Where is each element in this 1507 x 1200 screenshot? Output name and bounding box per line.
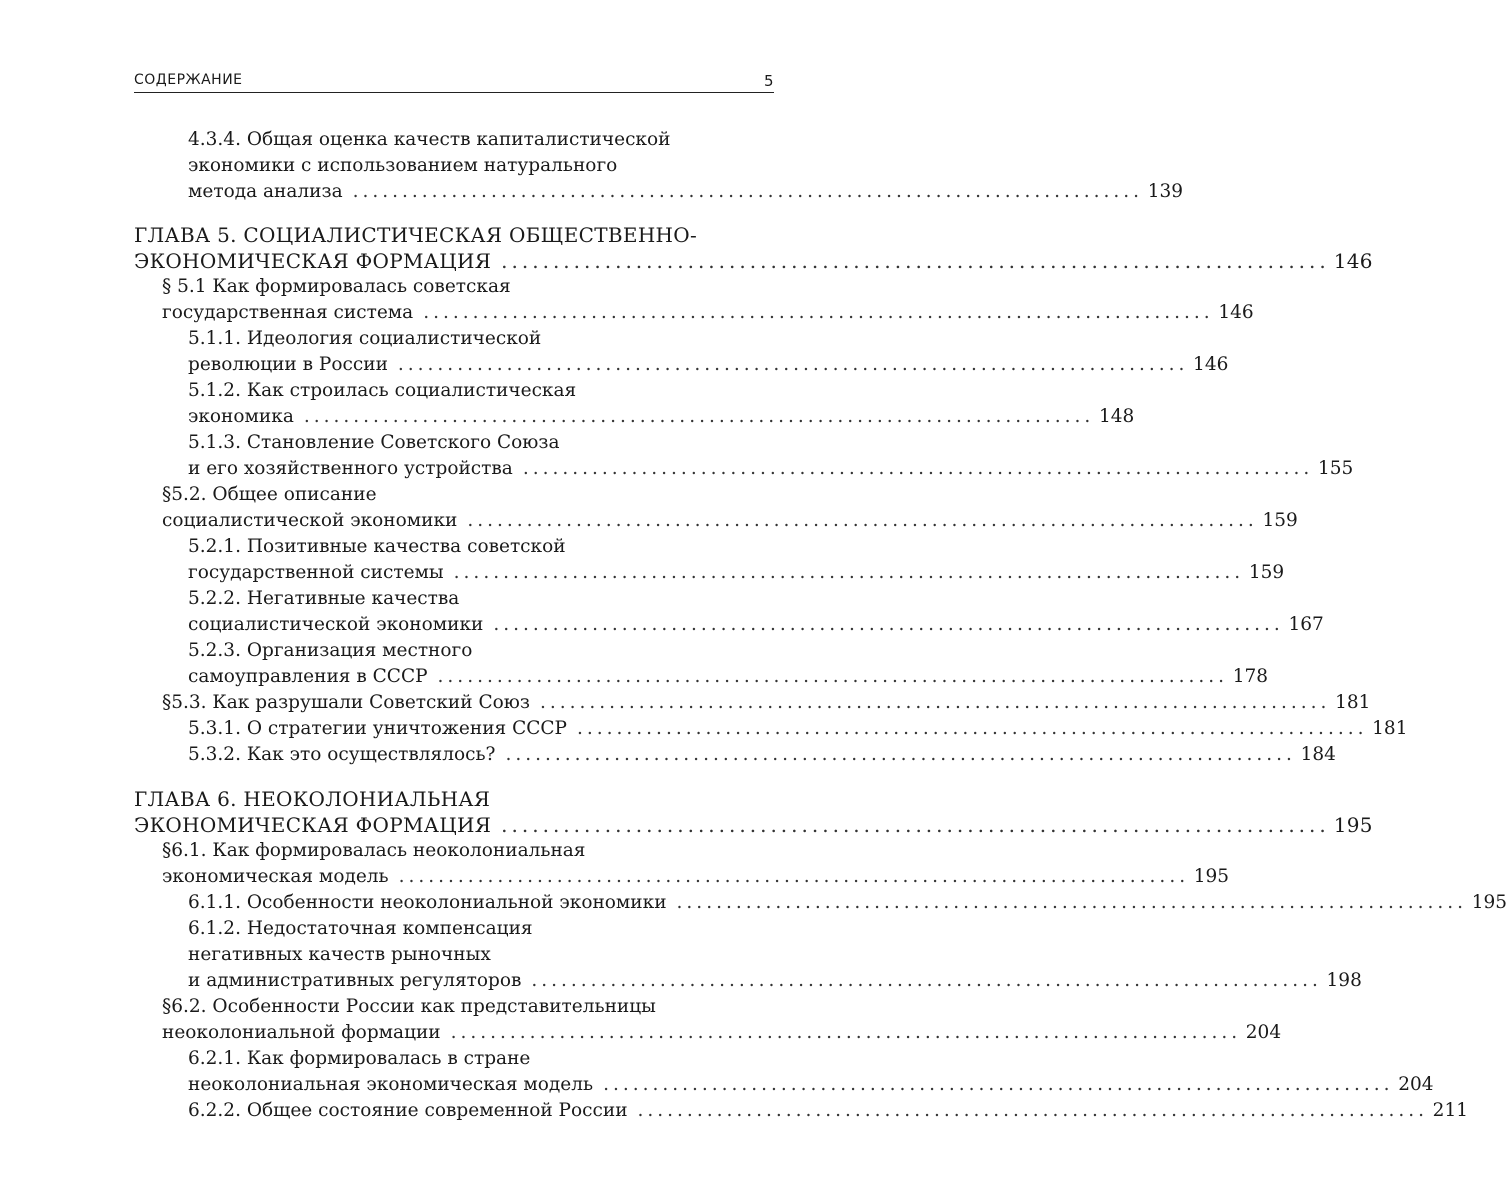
toc-page-number: 204 [1398, 1074, 1434, 1095]
toc-entry-last-line [134, 248, 1373, 274]
toc-entry-line: §6.2. Особенности России как представительницы [162, 996, 656, 1017]
toc-entry [188, 890, 1507, 916]
toc-entry-last-line [134, 812, 1373, 838]
toc-entry [188, 326, 1229, 378]
toc-entry-line: и его хозяйственного устройства [188, 458, 513, 479]
dot-leader: ................................................................................ [352, 181, 1144, 202]
dot-leader: ................................................................................ [453, 562, 1245, 583]
toc-page-number: 195 [1471, 892, 1507, 913]
toc-entry-line: §5.3. Как разрушали Советский Союз [162, 692, 530, 713]
header-page-number: 5 [763, 72, 774, 90]
toc-entry-line: метода анализа [188, 181, 343, 202]
toc-entry-last-line [188, 890, 1507, 916]
toc-entry [162, 690, 1371, 716]
toc-entry [188, 1046, 1434, 1098]
toc-entry-line: 5.2.2. Негативные качества [188, 588, 460, 609]
toc-entry-line: негативных качеств рыночных [188, 944, 491, 965]
toc-entry [188, 1098, 1468, 1124]
dot-leader: ................................................................................ [467, 510, 1258, 531]
toc-entry-last-line [188, 716, 1408, 742]
toc-entry-last-line [162, 1020, 1282, 1046]
toc-page-number: 146 [1193, 354, 1229, 375]
toc-entry-line: 6.1.1. Особенности неоколониальной экономики [188, 892, 667, 913]
toc-entry-line: государственная система [162, 302, 414, 323]
dot-leader: ................................................................................ [437, 666, 1228, 687]
dot-leader: ................................................................................ [303, 406, 1095, 427]
toc-entry-line: 6.2.2. Общее состояние современной России [188, 1100, 628, 1121]
toc-entry [188, 742, 1336, 768]
toc-page-number: 148 [1098, 406, 1135, 427]
toc-entry [162, 482, 1298, 534]
toc-entry-line: экономика [188, 406, 294, 427]
dot-leader: ................................................................................ [423, 302, 1214, 323]
toc-entry-last-line [188, 968, 1362, 994]
dot-leader: ................................................................................ [501, 813, 1330, 837]
toc-page-number: 195 [1333, 813, 1373, 837]
dot-leader: ................................................................................ [539, 692, 1331, 713]
toc-entry-last-line [162, 300, 1254, 326]
toc-entry-line: ГЛАВА 5. СОЦИАЛИСТИЧЕСКАЯ ОБЩЕСТВЕННО- [134, 223, 698, 247]
toc-entry-line: 5.1.1. Идеология социалистической [188, 328, 542, 349]
toc-entry [162, 274, 1254, 326]
toc-entry-line: ЭКОНОМИЧЕСКАЯ ФОРМАЦИЯ [134, 813, 492, 837]
toc-entry-line: § 5.1 Как формировалась советская [162, 276, 511, 297]
toc-entry [162, 838, 1230, 890]
dot-leader: ................................................................................ [577, 718, 1368, 739]
dot-leader: ................................................................................ [603, 1074, 1394, 1095]
toc-entry-line: 5.3.2. Как это осуществлялось? [188, 744, 496, 765]
toc-chapter-entry [134, 222, 1373, 274]
toc-entry [188, 638, 1268, 690]
toc-entry [188, 378, 1135, 430]
toc-entry-line: экономики с использованием натурального [188, 155, 618, 176]
toc-entry-line: 5.1.2. Как строилась социалистическая [188, 380, 577, 401]
toc-entry-last-line [188, 1072, 1434, 1098]
dot-leader: ................................................................................ [531, 970, 1322, 991]
toc-entry-last-line [188, 404, 1135, 430]
toc-entry-line: неоколониальной формации [162, 1022, 441, 1043]
toc-entry [188, 430, 1354, 482]
dot-leader: ................................................................................ [522, 458, 1314, 479]
toc-entry-last-line [188, 560, 1285, 586]
toc-entry-last-line [188, 742, 1336, 768]
dot-leader: ................................................................................ [450, 1022, 1242, 1043]
toc-entry-last-line [162, 864, 1230, 890]
toc-entry-line: 5.2.3. Организация местного [188, 640, 473, 661]
toc-page-number: 146 [1218, 302, 1254, 323]
toc-entry-line: §5.2. Общее описание [162, 484, 377, 505]
toc-entry-line: 4.3.4. Общая оценка качеств капиталистической [188, 129, 671, 150]
dot-leader: ................................................................................ [493, 614, 1284, 635]
toc-entry [188, 534, 1285, 586]
toc-entry-line: самоуправления в СССР [188, 666, 428, 687]
toc-page-number: 139 [1147, 181, 1184, 202]
toc-page-number: 146 [1333, 249, 1373, 273]
toc-entry-line: революции в России [188, 354, 388, 375]
dot-leader: ................................................................................ [501, 249, 1330, 273]
dot-leader: ................................................................................ [505, 744, 1296, 765]
toc-entry-last-line [188, 1098, 1468, 1124]
toc-entry-line: государственной системы [188, 562, 444, 583]
toc-page-number: 204 [1245, 1022, 1282, 1043]
toc-entry-line: §6.1. Как формировалась неоколониальная [162, 840, 586, 861]
toc-entry-last-line [188, 179, 1184, 205]
toc-entry-line: 5.1.3. Становление Советского Союза [188, 432, 560, 453]
toc-entry-line: 6.2.1. Как формировалась в стране [188, 1048, 531, 1069]
toc-entry [188, 916, 1362, 994]
toc-entry-line: 6.1.2. Недостаточная компенсация [188, 918, 533, 939]
toc-chapter-entry [134, 786, 1373, 838]
toc-page-number: 155 [1317, 458, 1354, 479]
toc-page-number: 195 [1193, 866, 1230, 887]
toc-page-number: 181 [1372, 718, 1408, 739]
toc-entry [188, 127, 1184, 205]
toc-entry [188, 716, 1408, 742]
toc-page-number: 167 [1288, 614, 1324, 635]
toc-page-number: 181 [1335, 692, 1371, 713]
toc-entry-last-line [162, 690, 1371, 716]
toc-entry-last-line [188, 664, 1268, 690]
toc-page-number: 178 [1232, 666, 1268, 687]
header-title: СОДЕРЖАНИЕ [134, 72, 243, 88]
dot-leader: ................................................................................ [676, 892, 1467, 913]
dot-leader: ................................................................................ [637, 1100, 1428, 1121]
running-header [134, 68, 774, 93]
toc-entry-line: социалистической экономики [188, 614, 484, 635]
toc-entry-last-line [188, 456, 1354, 482]
toc-page-number: 211 [1432, 1100, 1468, 1121]
toc-page-number: 198 [1326, 970, 1362, 991]
toc-entry-last-line [188, 612, 1324, 638]
toc-entry-line: неоколониальная экономическая модель [188, 1074, 594, 1095]
toc-entry [188, 586, 1324, 638]
toc-entry [162, 994, 1282, 1046]
toc-entry-line: социалистической экономики [162, 510, 458, 531]
toc-entry-line: 5.2.1. Позитивные качества советской [188, 536, 566, 557]
dot-leader: ................................................................................ [398, 866, 1190, 887]
toc-entry-line: ГЛАВА 6. НЕОКОЛОНИАЛЬНАЯ [134, 787, 491, 811]
toc-entry-line: и административных регуляторов [188, 970, 522, 991]
toc-entry-line: экономическая модель [162, 866, 389, 887]
toc-entry-last-line [162, 508, 1298, 534]
toc-page-number: 184 [1300, 744, 1336, 765]
dot-leader: ................................................................................ [397, 354, 1189, 375]
toc-entry-last-line [188, 352, 1229, 378]
toc-entry-line: ЭКОНОМИЧЕСКАЯ ФОРМАЦИЯ [134, 249, 492, 273]
toc-page-number: 159 [1248, 562, 1285, 583]
toc-entry-line: 5.3.1. О стратегии уничтожения СССР [188, 718, 568, 739]
toc-page-number: 159 [1262, 510, 1298, 531]
